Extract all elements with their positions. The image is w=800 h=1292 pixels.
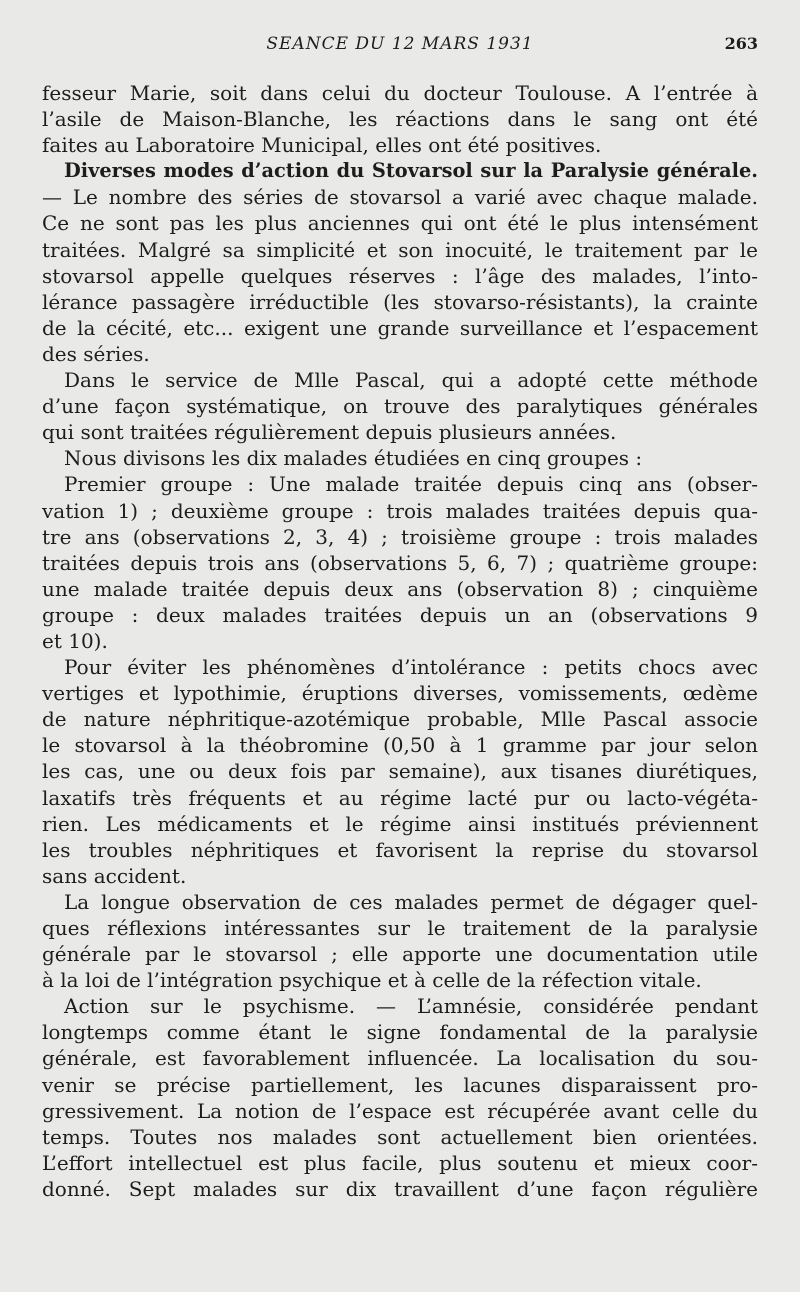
text-line: une malade traitée depuis deux ans (observation 8) ; cinquième	[42, 576, 758, 601]
page-header	[40, 34, 760, 58]
text-line: faites au Laboratoire Municipal, elles ont été positives.	[42, 133, 602, 158]
text-line: L’effort intellectuel est plus facile, plus soutenu et mieux coor-	[42, 1150, 758, 1175]
text-line: de la cécité, etc... exigent une grande surveillance et l’espacement	[42, 315, 758, 340]
text-line: rien. Les médicaments et le régime ainsi institués préviennent	[42, 811, 758, 836]
section-heading: Diverses modes d’action du Stovarsol sur la Paralysie générale.	[64, 159, 758, 183]
text-line: le stovarsol à la théobromine (0,50 à 1 gramme par jour selon	[42, 733, 758, 758]
page-number: 263	[724, 34, 758, 53]
text-line: — Le nombre des séries de stovarsol a varié avec chaque malade.	[42, 185, 758, 210]
text-line: laxatifs très fréquents et au régime lacté pur ou lacto-végéta-	[42, 785, 758, 810]
text-line: à la loi de l’intégration psychique et à celle de la réfection vitale.	[42, 968, 702, 993]
text-line: Action sur le psychisme. — L’amnésie, considérée pendant	[64, 994, 758, 1019]
text-line: traitées. Malgré sa simplicité et son inocuité, le traitement par le	[42, 237, 758, 262]
text-line: et 10).	[42, 628, 108, 653]
running-title: SEANCE DU 12 MARS 1931	[266, 34, 534, 54]
text-line: Premier groupe : Une malade traitée depuis cinq ans (obser-	[64, 472, 758, 497]
text-line: groupe : deux malades traitées depuis un an (observations 9	[42, 602, 758, 627]
text-line: sans accident.	[42, 863, 187, 888]
text-line: Ce ne sont pas les plus anciennes qui ont été le plus intensément	[42, 211, 758, 236]
text-line: Pour éviter les phénomènes d’intolérance : petits chocs avec	[64, 655, 758, 680]
text-line: générale par le stovarsol ; elle apporte une documentation utile	[42, 942, 758, 967]
text-line: tre ans (observations 2, 3, 4) ; troisième groupe : trois malades	[42, 524, 758, 549]
text-line: temps. Toutes nos malades sont actuellement bien orientées.	[42, 1124, 758, 1149]
text-line: Dans le service de Mlle Pascal, qui a adopté cette méthode	[64, 368, 758, 393]
text-line: les troubles néphritiques et favorisent la reprise du stovarsol	[42, 837, 758, 862]
text-line: longtemps comme étant le signe fondamental de la paralysie	[42, 1020, 758, 1045]
text-line: les cas, une ou deux fois par semaine), aux tisanes diurétiques,	[42, 759, 758, 784]
text-line: l’asile de Maison-Blanche, les réactions dans le sang ont été	[42, 107, 758, 132]
text-line: lérance passagère irréductible (les stovarso-résistants), la crainte	[42, 289, 758, 314]
text-line: stovarsol appelle quelques réserves : l’âge des malades, l’into-	[42, 263, 758, 288]
text-line: de nature néphritique-azotémique probable, Mlle Pascal associe	[42, 707, 758, 732]
text-line: vation 1) ; deuxième groupe : trois malades traitées depuis qua-	[42, 498, 758, 523]
text-line: venir se précise partiellement, les lacunes disparaissent pro-	[42, 1072, 758, 1097]
text-line: vertiges et lypothimie, éruptions diverses, vomissements, œdème	[42, 681, 758, 706]
text-line: qui sont traitées régulièrement depuis plusieurs années.	[42, 420, 617, 445]
body-text	[42, 80, 758, 1202]
text-line: ques réflexions intéressantes sur le traitement de la paralysie	[42, 916, 758, 940]
text-line: gressivement. La notion de l’espace est récupérée avant celle du	[42, 1098, 758, 1123]
text-line: générale, est favorablement influencée. La localisation du sou-	[42, 1046, 758, 1071]
text-line: d’une façon systématique, on trouve des paralytiques générales	[42, 394, 758, 419]
text-line: fesseur Marie, soit dans celui du docteur Toulouse. A l’entrée à	[42, 81, 758, 105]
text-line: Nous divisons les dix malades étudiées en cinq groupes :	[64, 446, 643, 471]
text-line: La longue observation de ces malades permet de dégager quel-	[64, 889, 758, 914]
text-line: des séries.	[42, 341, 150, 366]
text-line: donné. Sept malades sur dix travaillent d’une façon régulière	[42, 1176, 758, 1201]
text-line: traitées depuis trois ans (observations 5, 6, 7) ; quatrième groupe:	[42, 550, 758, 575]
